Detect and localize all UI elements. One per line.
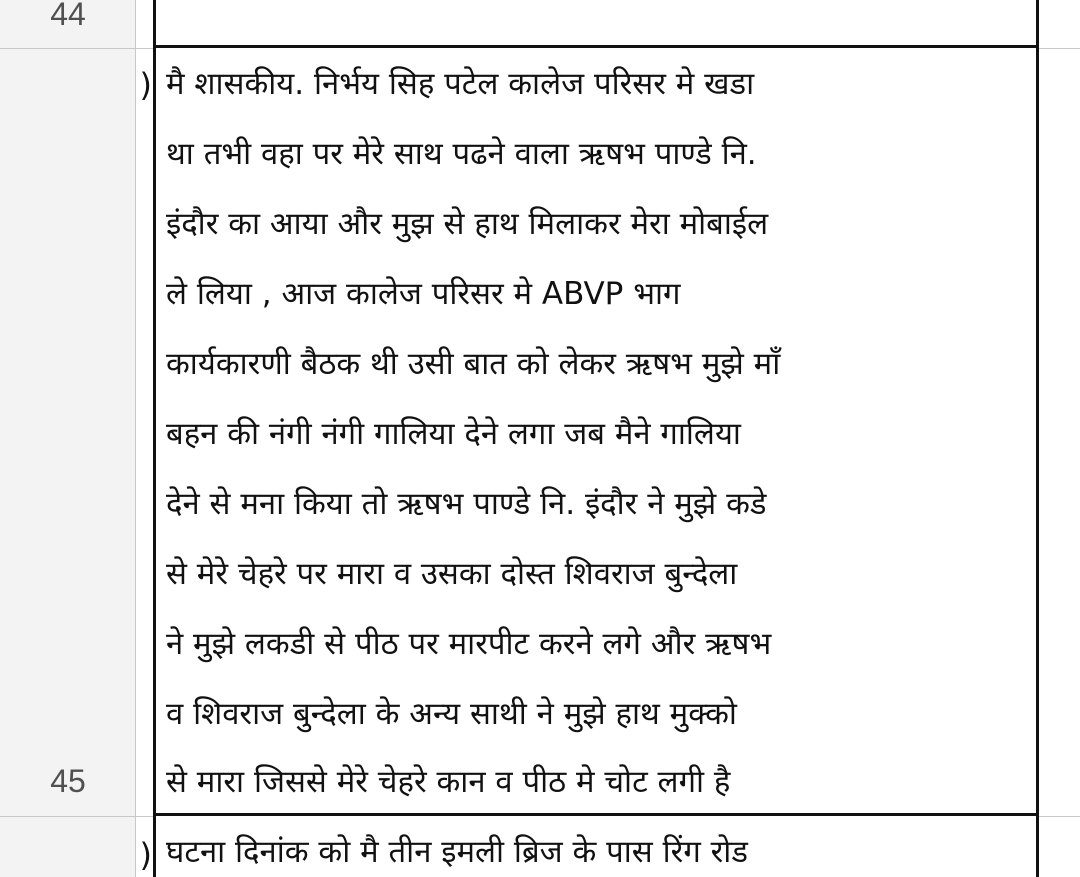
- row-gridline: [1039, 816, 1080, 817]
- cut-off-text: ): [139, 836, 152, 874]
- partial-column-cell[interactable]: [137, 817, 153, 877]
- cell-text-line: से मेरे चेहरे पर मारा व उसका दोस्त शिवराज बुन्देला: [166, 556, 738, 592]
- cell-text-line: इंदौर का आया और मुझ से हाथ मिलाकर मेरा मोबाईल: [166, 206, 769, 242]
- cell-row-46[interactable]: [153, 816, 1039, 877]
- row-number: 44: [50, 0, 86, 32]
- cell-text-line: था तभी वहा पर मेरे साथ पढने वाला ऋषभ पाण्डे नि.: [166, 136, 757, 172]
- cell-text-line: बहन की नंगी नंगी गालिया देने लगा जब मैने गालिया: [166, 416, 741, 452]
- cut-off-text: ): [139, 66, 152, 104]
- cell-text-line: मै शासकीय. निर्भय सिह पटेल कालेज परिसर मे खडा: [166, 66, 755, 102]
- cell-text-line: ने मुझे लकडी से पीठ पर मारपीट करने लगे और ऋषभ: [166, 626, 772, 662]
- partial-column-cell[interactable]: [137, 49, 153, 816]
- row-header-46[interactable]: [0, 817, 136, 877]
- cell-text-line: से मारा जिससे मेरे चेहरे कान व पीठ मे चोट लगी है: [166, 764, 731, 800]
- row-number: 45: [50, 763, 86, 799]
- row-header-45[interactable]: [0, 49, 136, 816]
- row-gridline: [1039, 48, 1080, 49]
- row-header-44[interactable]: [0, 0, 136, 48]
- cell-text-line: देने से मना किया तो ऋषभ पाण्डे नि. इंदौर ने मुझे कडे: [166, 486, 767, 522]
- cell-text-line: कार्यकारणी बैठक थी उसी बात को लेकर ऋषभ मुझे माँ: [166, 346, 781, 382]
- cell-row-45[interactable]: [153, 48, 1039, 816]
- next-column-area[interactable]: [1039, 0, 1080, 877]
- cell-row-44[interactable]: [153, 0, 1039, 48]
- cell-text-line: ले लिया , आज कालेज परिसर मे ABVP भाग: [166, 276, 681, 312]
- cell-text-line: घटना दिनांक को मै तीन इमली ब्रिज के पास रिंग रोड: [166, 834, 748, 870]
- cell-text-line: व शिवराज बुन्देला के अन्य साथी ने मुझे हाथ मुक्को: [166, 696, 737, 732]
